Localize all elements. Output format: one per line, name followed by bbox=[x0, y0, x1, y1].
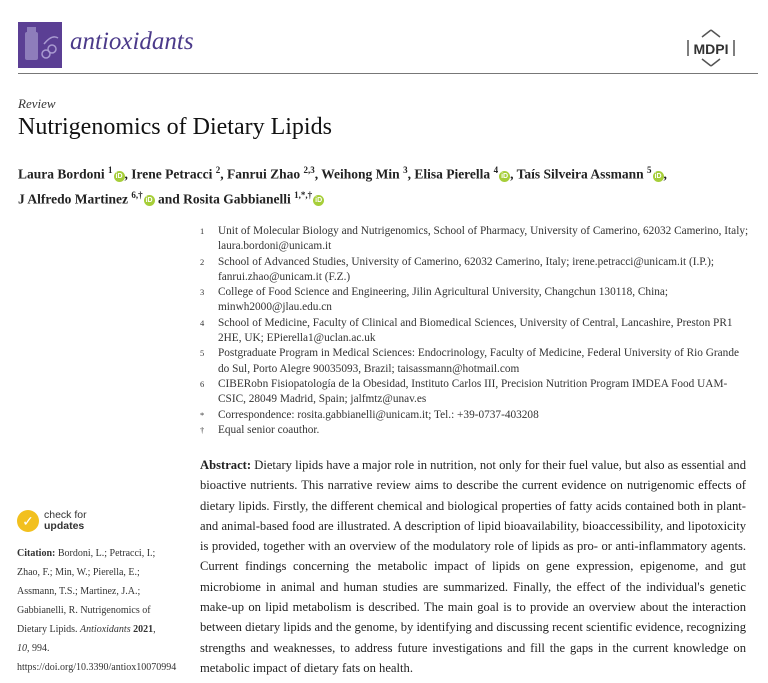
affiliation-text: Equal senior coauthor. bbox=[218, 423, 320, 436]
affiliation-number: 4 bbox=[200, 317, 205, 328]
author-affiliation-marker: 6,† bbox=[131, 189, 143, 200]
author-name[interactable]: Fanrui Zhao bbox=[227, 166, 301, 182]
author-name[interactable]: Elisa Pierella bbox=[414, 166, 491, 182]
author-affiliation-marker: 2 bbox=[215, 165, 221, 175]
affiliation-item bbox=[200, 255, 750, 286]
affiliations bbox=[200, 224, 750, 438]
affiliation-text: CIBERobn Fisiopatología de la Obesidad, Instituto Carlos III, Precision Nutrition Program IMDEA Food UAM-CSIC, 28049 Madrid, Spain; jalfmtz@unav.es bbox=[218, 377, 728, 406]
abstract-label: Abstract: bbox=[200, 458, 252, 472]
check-for-updates-button[interactable] bbox=[17, 510, 87, 532]
orcid-icon[interactable]: iD bbox=[501, 172, 509, 180]
affiliation-text: School of Advanced Studies, University of Camerino, 62032 Camerino, Italy; irene.petracci@unicam.it (I.P.); fanrui.zhao@unicam.it (F.Z.) bbox=[218, 255, 715, 283]
affiliation-item bbox=[200, 423, 750, 438]
affiliation-number: 5 bbox=[200, 348, 205, 359]
author-name[interactable]: Irene Petracci bbox=[131, 166, 213, 182]
affiliation-text: Unit of Molecular Biology and Nutrigenomics, School of Pharmacy, University of Camerino, 62032 Camerino, Italy; laura.bordoni@unicam.it bbox=[218, 225, 749, 253]
author-affiliation-marker: 1,*,† bbox=[294, 189, 313, 200]
author-name[interactable]: J Alfredo Martinez bbox=[18, 191, 128, 206]
author-name[interactable]: Rosita Gabbianelli bbox=[183, 191, 291, 206]
author-affiliation-marker: 4 bbox=[493, 165, 499, 175]
affiliation-text: Postgraduate Program in Medical Sciences: Endocrinology, Faculty of Medicine, Federal University of Rio Grande do Sul, Porto Alegre 90035093, Brazil; taisassmann@hotmail.com bbox=[218, 347, 739, 375]
author-affiliation-marker: 3 bbox=[403, 165, 408, 175]
affiliation-text: College of Food Science and Engineering, Jilin Agricultural University, Changchun 130118, China; minwh2000@jlau.edu.cn bbox=[218, 286, 669, 314]
author-name[interactable]: Laura Bordoni bbox=[18, 166, 105, 182]
affiliation-item bbox=[200, 285, 750, 316]
orcid-icon[interactable]: iD bbox=[654, 172, 662, 180]
svg-text:MDPI: MDPI bbox=[693, 41, 729, 57]
citation-year: 2021 bbox=[133, 624, 154, 635]
article-type: Review bbox=[18, 96, 56, 111]
author-name[interactable]: Weihong Min bbox=[321, 166, 400, 182]
affiliation-text: Correspondence: rosita.gabbianelli@unicam.it; Tel.: +39-0737-403208 bbox=[218, 408, 539, 421]
journal-logo bbox=[18, 22, 62, 68]
article-title: Nutrigenomics of Dietary Lipids bbox=[18, 114, 332, 140]
affiliation-item bbox=[200, 316, 750, 347]
abstract-text: Dietary lipids have a major role in nutrition, not only for their fuel value, but also as essential and bioactive nutrients. This narrative review aims to describe the current evidence on nutrigenomic effects of dietary lipids. Firstly, the different chemical and biological properties of fatty acids contained both in plant- and animal-based food are illustrated. A description of lipid bioavailability, bioaccessibility, and lipotoxicity is provided, together with an overview of the modulatory role of lipids as pro- or anti-inflammatory agents. Current findings concerning the metabolic impact of lipids on gene expression, epigenome, and gut microbiome in animal and human studies are summarized. Finally, the effect of the individual's genetic make-up on lipid metabolism is described. The main goal is to provide an overview about the interaction between dietary lipids and the genome, by identifying and discussing recent scientific evidence, recognizing strengths and weaknesses, to address future investigations and fill the gaps in the current knowledge on metabolic impact of dietary fats on health. bbox=[200, 458, 746, 675]
author-affiliation-marker: 5 bbox=[647, 165, 652, 175]
affiliation-text: School of Medicine, Faculty of Clinical and Biomedical Sciences, University of Central, Lancashire, Preston PR1 2HE, UK; EPierella1@uclan.ac.uk bbox=[218, 316, 733, 345]
author-affiliation-marker: 1 bbox=[108, 165, 113, 175]
citation-label: Citation: bbox=[17, 548, 56, 559]
affiliation-item bbox=[200, 224, 750, 255]
affiliation-item bbox=[200, 408, 750, 423]
citation-doi[interactable]: , 994. https://doi.org/10.3390/antiox10070994 bbox=[17, 643, 177, 673]
affiliation-item bbox=[200, 346, 750, 377]
citation-journal: Antioxidants bbox=[80, 624, 131, 635]
affiliation-number: * bbox=[200, 409, 205, 420]
author-name[interactable]: Taís Silveira Assmann bbox=[516, 166, 644, 182]
author-affiliation-marker: 2,3 bbox=[303, 165, 315, 175]
affiliation-number: 2 bbox=[200, 256, 205, 267]
citation-text: Bordoni, L.; Petracci, I.; Zhao, F.; Min, W.; Pierella, E.; Assmann, T.S.; Martinez, J.A.; Gabbianelli, R. Nutrigenomics of Dietary Lipids. bbox=[17, 548, 156, 635]
affiliation-number: † bbox=[200, 424, 205, 435]
author-list: Laura Bordoni $^1$iD , Irene Petracci $^2$, Fanrui Zhao $^{2,3}$, Weihong Min $^3$, Elisa Pierella $^4$iD , Taís Silveira Assmann $^5$iD , J Alfredo Martinez $^{6,\dagger}$iD and Rosita Gabbianelli $^{1,*,\dagger}$iD bbox=[18, 165, 667, 206]
check-line2: updates bbox=[44, 520, 85, 532]
affiliation-number: 1 bbox=[200, 226, 205, 236]
orcid-icon[interactable]: iD bbox=[145, 197, 153, 204]
affiliation-item bbox=[200, 377, 750, 408]
check-line1: check for bbox=[44, 509, 87, 521]
affiliation-number: 6 bbox=[200, 378, 205, 389]
journal-name: antioxidants bbox=[70, 28, 194, 55]
orcid-icon[interactable]: iD bbox=[315, 197, 323, 204]
citation-volume: 10 bbox=[17, 643, 27, 654]
authors-and: and bbox=[157, 191, 180, 206]
publisher-logo bbox=[684, 28, 738, 68]
header-divider bbox=[18, 73, 758, 74]
affiliation-number: 3 bbox=[200, 287, 205, 298]
checkmark-icon: ✓ bbox=[17, 510, 39, 532]
citation: Citation: Bordoni, L.; Petracci, I.; Zhao, F.; Min, W.; Pierella, E.; Assmann, T.S.; Martinez, J.A.; Gabbianelli, R. Nutrigenomics of Dietary Lipids. Antioxidants 2021, 10, 994. https://doi.org/10.3390/antiox10070994 bbox=[17, 548, 177, 673]
orcid-icon[interactable]: iD bbox=[115, 172, 123, 180]
abstract bbox=[200, 455, 746, 678]
